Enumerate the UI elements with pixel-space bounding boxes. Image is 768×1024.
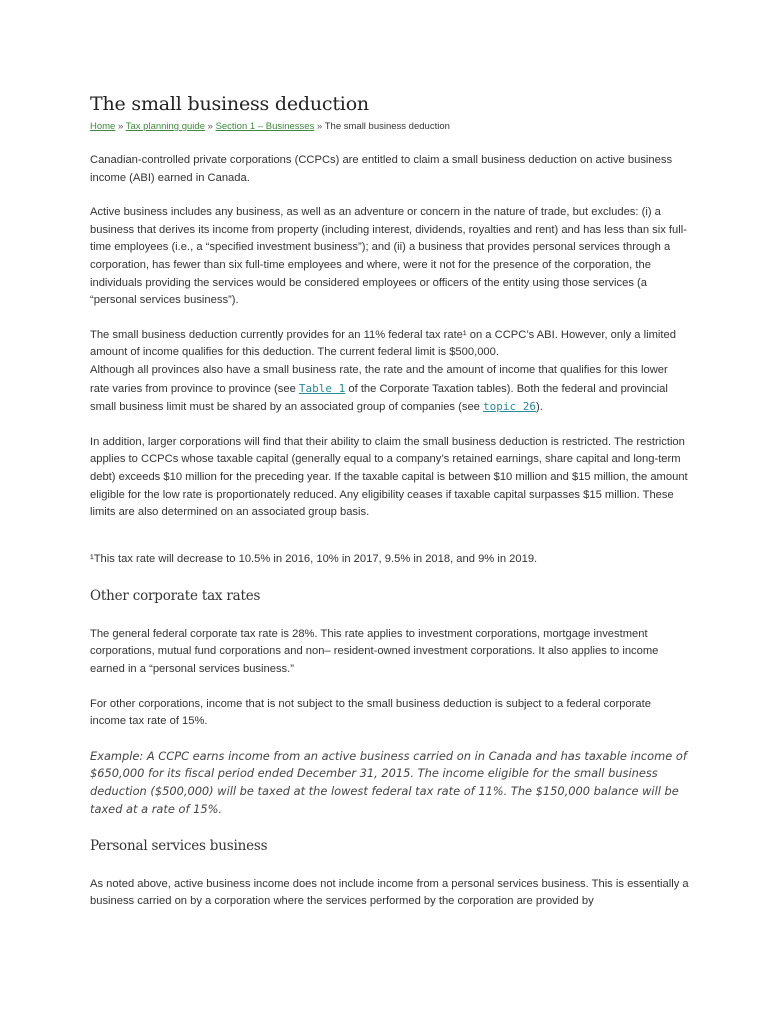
article-body <box>90 152 690 928</box>
breadcrumb-current: The small business deduction <box>324 121 450 132</box>
paragraph-other-corporations: For other corporations, income that is not subject to the small business deduction is subject to a federal corporate income tax rate of 15%. <box>90 697 651 728</box>
paragraph-ccpc-intro: Canadian-controlled private corporations (CCPCs) are entitled to claim a small business deduction on active business income (ABI) earned in Canada. <box>90 154 673 184</box>
paragraph-personal-services: As noted above, active business income does not include income from a personal services business. This is essentially a business carried on by a corporation where the services performed by the corporation are provided by <box>90 877 689 908</box>
breadcrumb-separator: » <box>207 121 213 132</box>
paragraph-restriction: In addition, larger corporations will find that their ability to claim the small business deduction is restricted. The restriction applies to CCPCs whose taxable capital (generally equal to a company’s retained earnings, share capital and long-term debt) exceeds $10 million for the preceding year. If the taxable capital is between $10 million and $15 million, the amount eligible for the low rate is proportionately reduced. Any eligibility ceases if taxable capital surpasses $15 million. These limits are also determined on an associated group basis. <box>90 435 688 519</box>
paragraph-federal-rate: The small business deduction currently provides for an 11% federal tax rate¹ on a CCPC’s ABI. However, only a limited amount of income qualifies for this deduction. The current federal limit is $500,000. <box>90 328 676 359</box>
breadcrumb <box>90 121 450 132</box>
paragraph-active-business: Active business includes any business, as well as an adventure or concern in the nature of trade, but excludes: (i) a business that derives its income from property (including interest, dividends, royalties and rent) and has less than six full-time employees (i.e., a “specified investment business”); and (ii) a business that provides personal services through a corporation, has fewer than six full-time employees and where, were it not for the presence of the corporation, the individuals providing the services would be considered employees or officers of the entity using those services (a “personal services business”). <box>90 206 687 307</box>
breadcrumb-section-link[interactable]: Section 1 – Businesses <box>215 121 315 132</box>
breadcrumb-home-link[interactable]: Home <box>90 121 116 132</box>
heading-personal-services: Personal services business <box>90 838 268 855</box>
example-paragraph: Example: A CCPC earns income from an active business carried on in Canada and has taxable income of $650,000 for its fiscal period ended December 31, 2015. The income eligible for the small business deduction ($500,000) will be taxed at the lowest federal tax rate of 11%. The $150,000 balance will be taxed at a rate of 15%. <box>90 748 687 816</box>
topic-26-link[interactable]: topic 26 <box>483 400 536 414</box>
paragraph-general-rate: The general federal corporate tax rate is 28%. This rate applies to investment corporations, mortgage investment corporations, mutual fund corporations and non– resident-owned investment corporations. It also applies to income earned in a “personal services business.” <box>90 627 659 676</box>
spacer <box>90 539 690 551</box>
heading-other-rates: Other corporate tax rates <box>90 588 261 605</box>
page-title: The small business deduction <box>90 93 369 115</box>
breadcrumb-separator: » <box>117 121 124 132</box>
table-1-link[interactable]: Table 1 <box>298 381 346 395</box>
breadcrumb-guide-link[interactable]: Tax planning guide <box>125 121 205 132</box>
paragraph-provincial-rate: Although all provinces also have a small business rate, the rate and the amount of income that qualifies for this lower rate varies from province to province (see Table 1 of the Corporate Taxation tables). Both the federal and provincial small business limit must be shared by an associated group of companies (see topic 26). <box>90 363 668 414</box>
footnote: ¹This tax rate will decrease to 10.5% in 2016, 10% in 2017, 9.5% in 2018, and 9% in 2019. <box>90 552 538 565</box>
breadcrumb-separator: » <box>316 121 323 132</box>
